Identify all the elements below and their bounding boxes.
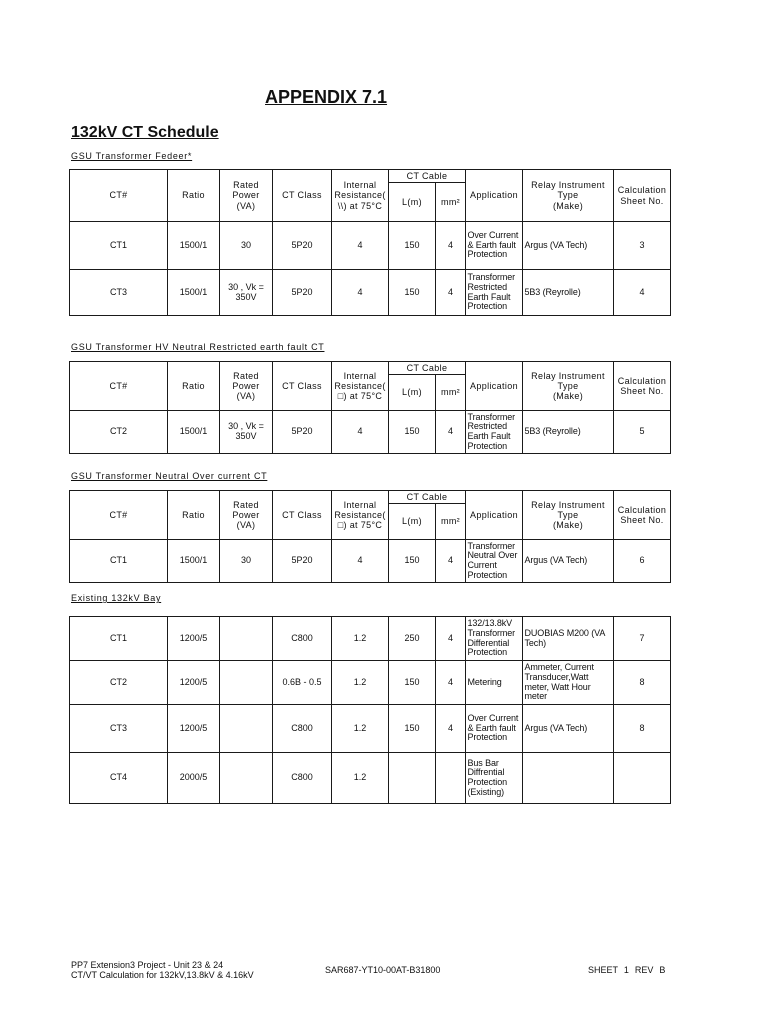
cable-length-cell: 150	[389, 661, 436, 705]
application-cell: Metering	[466, 661, 523, 705]
ratio-cell: 1500/1	[168, 411, 220, 454]
neutral-overcurrent-ct-table	[69, 490, 671, 583]
gsu-feeder-ct-table	[69, 169, 671, 316]
internal-resistance-cell: 1.2	[332, 753, 389, 804]
relay-type-cell: Argus (VA Tech)	[523, 222, 614, 270]
rated-power-cell	[220, 753, 273, 804]
ct-number-cell: CT4	[70, 753, 168, 804]
calc-sheet-cell: 7	[614, 617, 671, 661]
calc-sheet-cell: 3	[614, 222, 671, 270]
internal-resistance-cell: 4	[332, 270, 389, 316]
appendix-title: APPENDIX 7.1	[265, 87, 388, 107]
cable-length-cell: 150	[389, 411, 436, 454]
ratio-header: Ratio	[168, 491, 220, 540]
ct-class-cell: 5P20	[273, 540, 332, 583]
hv-neutral-ref-caption: GSU Transformer HV Neutral Restricted earth fault CT	[71, 342, 325, 352]
footer-sheet-revision: SHEET 1 REV B	[588, 965, 666, 975]
ct-number-cell: CT1	[70, 222, 168, 270]
ratio-cell: 1200/5	[168, 661, 220, 705]
cable-length-header: L(m)	[389, 375, 436, 411]
application-cell: Transformer Restricted Earth Fault Protection	[466, 270, 523, 316]
footer-document-number: SAR687-YT10-00AT-B31800	[325, 965, 441, 975]
relay-type-cell: Argus (VA Tech)	[523, 540, 614, 583]
calc-sheet-cell: 4	[614, 270, 671, 316]
table-row	[70, 540, 671, 583]
calc-sheet-header: Calculation Sheet No.	[614, 491, 671, 540]
internal-resistance-header: Internal Resistance( □) at 75°C	[332, 491, 389, 540]
internal-resistance-cell: 1.2	[332, 705, 389, 753]
table-row	[70, 222, 671, 270]
application-header: Application	[466, 170, 523, 222]
cable-area-cell: 4	[436, 705, 466, 753]
internal-resistance-cell: 1.2	[332, 617, 389, 661]
cable-area-cell	[436, 753, 466, 804]
relay-type-cell: 5B3 (Reyrolle)	[523, 270, 614, 316]
existing-bay-caption: Existing 132kV Bay	[71, 593, 162, 603]
calc-sheet-cell: 8	[614, 661, 671, 705]
ratio-cell: 1500/1	[168, 540, 220, 583]
relay-type-cell: Ammeter, Current Transducer,Watt meter, Watt Hour meter	[523, 661, 614, 705]
rated-power-cell: 30 , Vk = 350V	[220, 411, 273, 454]
ct-cable-header: CT Cable	[389, 491, 466, 504]
cable-length-cell	[389, 753, 436, 804]
hv-neutral-ref-ct-table	[69, 361, 671, 454]
ct-number-cell: CT1	[70, 540, 168, 583]
cable-area-cell: 4	[436, 222, 466, 270]
ratio-header: Ratio	[168, 362, 220, 411]
ratio-cell: 1500/1	[168, 222, 220, 270]
ct-number-cell: CT3	[70, 270, 168, 316]
ct-class-cell: C800	[273, 705, 332, 753]
rated-power-header: Rated Power (VA)	[220, 362, 273, 411]
existing-bay-ct-table	[69, 616, 671, 804]
ct-class-cell: 5P20	[273, 411, 332, 454]
relay-type-cell: Argus (VA Tech)	[523, 705, 614, 753]
rated-power-cell	[220, 617, 273, 661]
ct-class-cell: 5P20	[273, 270, 332, 316]
ratio-cell: 1500/1	[168, 270, 220, 316]
rated-power-cell: 30	[220, 540, 273, 583]
cable-area-header: mm²	[436, 504, 466, 540]
ct-class-header: CT Class	[273, 362, 332, 411]
internal-resistance-cell: 4	[332, 222, 389, 270]
cable-area-cell: 4	[436, 411, 466, 454]
ct-number-cell: CT1	[70, 617, 168, 661]
application-cell: Over Current & Earth fault Protection	[466, 222, 523, 270]
application-cell: Transformer Restricted Earth Fault Protection	[466, 411, 523, 454]
ct-number-header: CT#	[70, 362, 168, 411]
rated-power-cell: 30	[220, 222, 273, 270]
application-cell: Bus Bar Diffrential Protection (Existing)	[466, 753, 523, 804]
rated-power-cell	[220, 661, 273, 705]
neutral-overcurrent-caption: GSU Transformer Neutral Over current CT	[71, 471, 268, 481]
ct-number-header: CT#	[70, 491, 168, 540]
internal-resistance-cell: 4	[332, 411, 389, 454]
cable-length-cell: 150	[389, 705, 436, 753]
ratio-header: Ratio	[168, 170, 220, 222]
relay-type-header: Relay Instrument Type (Make)	[523, 362, 614, 411]
header-row	[70, 170, 671, 183]
ct-number-cell: CT3	[70, 705, 168, 753]
table-row	[70, 705, 671, 753]
ct-number-cell: CT2	[70, 661, 168, 705]
ratio-cell: 2000/5	[168, 753, 220, 804]
internal-resistance-header: Internal Resistance( \\) at 75°C	[332, 170, 389, 222]
calc-sheet-cell: 8	[614, 705, 671, 753]
footer-project: PP7 Extension3 Project - Unit 23 & 24	[71, 960, 224, 970]
rated-power-header: Rated Power (VA)	[220, 491, 273, 540]
ct-class-cell: C800	[273, 753, 332, 804]
table-row	[70, 270, 671, 316]
ratio-cell: 1200/5	[168, 617, 220, 661]
application-header: Application	[466, 491, 523, 540]
application-header: Application	[466, 362, 523, 411]
cable-length-cell: 150	[389, 270, 436, 316]
ct-cable-header: CT Cable	[389, 362, 466, 375]
ct-class-cell: 5P20	[273, 222, 332, 270]
table-row	[70, 753, 671, 804]
calc-sheet-cell: 5	[614, 411, 671, 454]
cable-area-cell: 4	[436, 617, 466, 661]
ct-class-cell: 0.6B - 0.5	[273, 661, 332, 705]
footer-calculation: CT/VT Calculation for 132kV,13.8kV & 4.16kV	[71, 970, 254, 980]
ct-cable-header: CT Cable	[389, 170, 466, 183]
rated-power-cell: 30 , Vk = 350V	[220, 270, 273, 316]
calc-sheet-cell	[614, 753, 671, 804]
application-cell: Over Current & Earth fault Protection	[466, 705, 523, 753]
internal-resistance-cell: 1.2	[332, 661, 389, 705]
calc-sheet-cell: 6	[614, 540, 671, 583]
cable-area-header: mm²	[436, 183, 466, 222]
cable-length-cell: 250	[389, 617, 436, 661]
cable-length-cell: 150	[389, 540, 436, 583]
ct-number-cell: CT2	[70, 411, 168, 454]
application-cell: 132/13.8kV Transformer Differential Protection	[466, 617, 523, 661]
relay-type-cell	[523, 753, 614, 804]
internal-resistance-cell: 4	[332, 540, 389, 583]
application-cell: Transformer Neutral Over Current Protection	[466, 540, 523, 583]
relay-type-header: Relay Instrument Type (Make)	[523, 491, 614, 540]
schedule-title: 132kV CT Schedule	[71, 124, 219, 141]
ct-number-header: CT#	[70, 170, 168, 222]
relay-type-cell: 5B3 (Reyrolle)	[523, 411, 614, 454]
cable-length-header: L(m)	[389, 183, 436, 222]
ct-class-header: CT Class	[273, 170, 332, 222]
table-row	[70, 411, 671, 454]
header-row	[70, 362, 671, 375]
header-row	[70, 491, 671, 504]
rated-power-cell	[220, 705, 273, 753]
calc-sheet-header: Calculation Sheet No.	[614, 362, 671, 411]
cable-length-cell: 150	[389, 222, 436, 270]
cable-area-cell: 4	[436, 270, 466, 316]
ratio-cell: 1200/5	[168, 705, 220, 753]
cable-area-header: mm²	[436, 375, 466, 411]
table-row	[70, 661, 671, 705]
internal-resistance-header: Internal Resistance( □) at 75°C	[332, 362, 389, 411]
ct-class-cell: C800	[273, 617, 332, 661]
relay-type-cell: DUOBIAS M200 (VA Tech)	[523, 617, 614, 661]
cable-area-cell: 4	[436, 540, 466, 583]
table-row	[70, 617, 671, 661]
cable-length-header: L(m)	[389, 504, 436, 540]
gsu-feeder-caption: GSU Transformer Fedeer*	[71, 151, 193, 161]
calc-sheet-header: Calculation Sheet No.	[614, 170, 671, 222]
cable-area-cell: 4	[436, 661, 466, 705]
ct-class-header: CT Class	[273, 491, 332, 540]
relay-type-header: Relay Instrument Type (Make)	[523, 170, 614, 222]
rated-power-header: Rated Power (VA)	[220, 170, 273, 222]
